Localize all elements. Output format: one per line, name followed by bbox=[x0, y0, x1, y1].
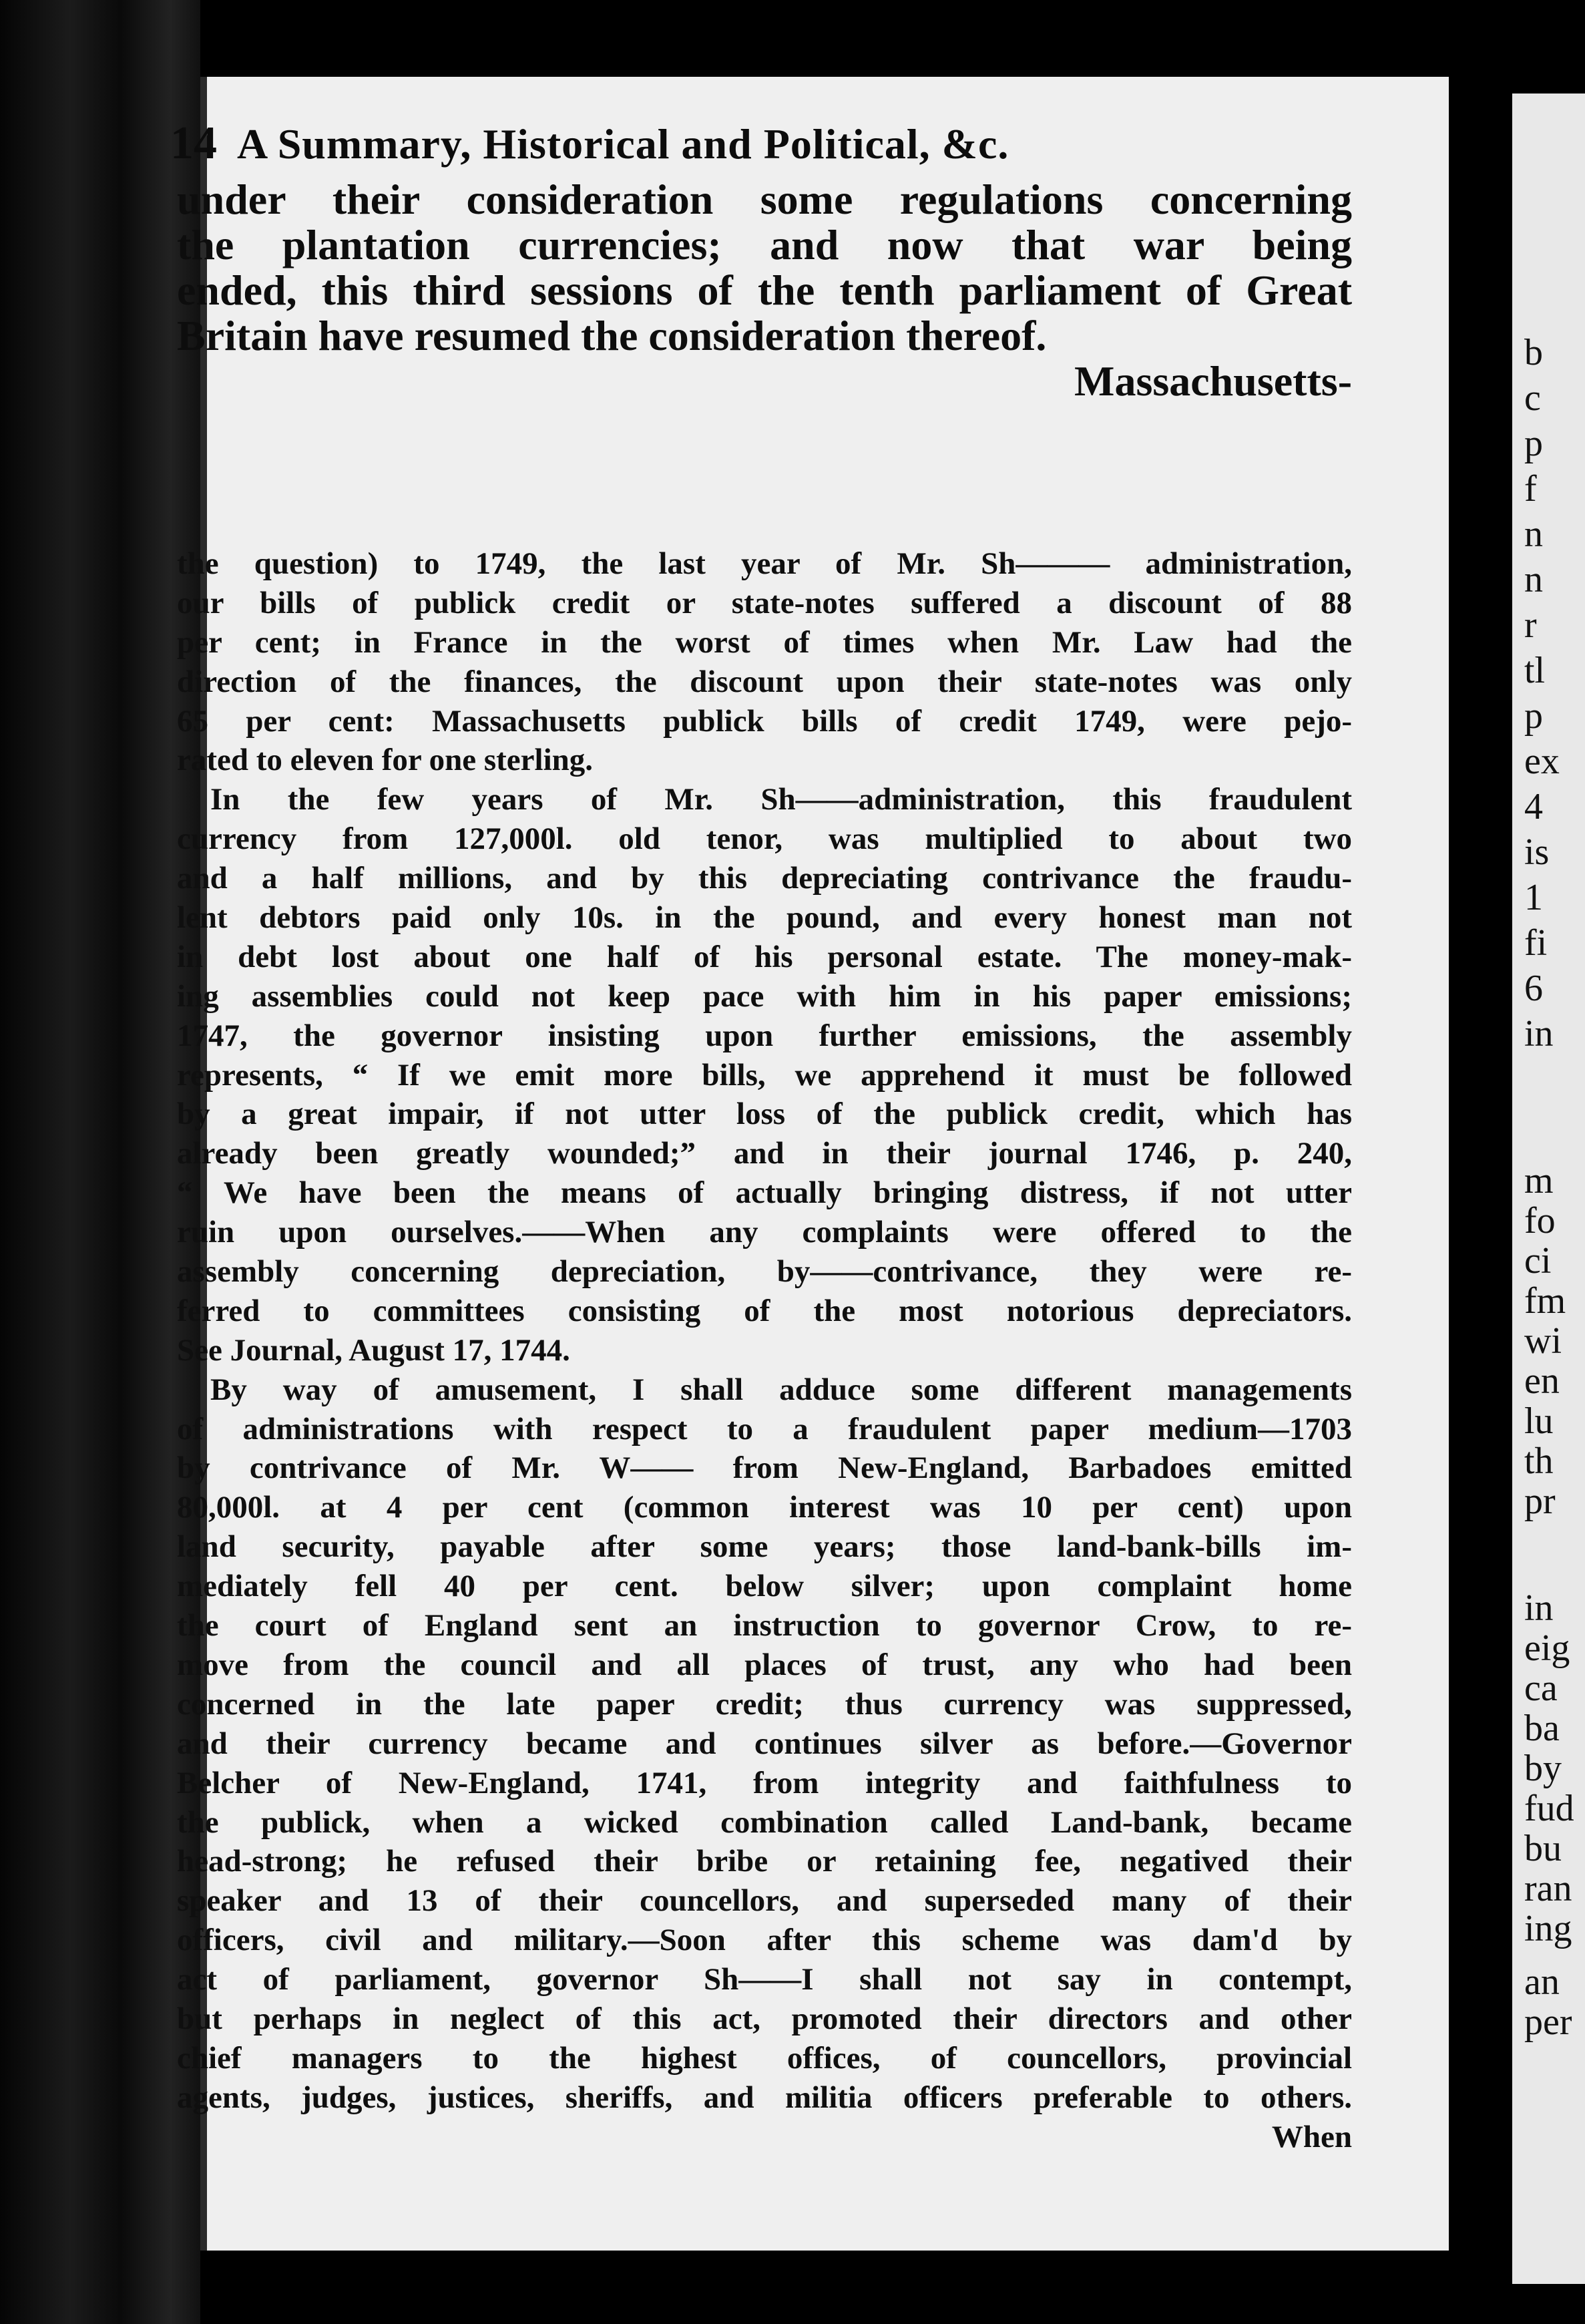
facing-fragment: an bbox=[1524, 1961, 1560, 2003]
facing-fragment: fi bbox=[1524, 922, 1548, 964]
running-head bbox=[170, 117, 1345, 170]
text-line: and a half millions, and by this depreciating contrivance the fraudu- bbox=[177, 861, 1352, 896]
catchword: When bbox=[1271, 2119, 1352, 2154]
facing-fragment: p bbox=[1524, 423, 1543, 464]
facing-fragment: c bbox=[1524, 377, 1541, 419]
text-line: move from the council and all places of trust, any who had been bbox=[177, 1647, 1352, 1682]
facing-fragment: 6 bbox=[1524, 968, 1543, 1009]
facing-fragment: 1 bbox=[1524, 877, 1543, 918]
facing-fragment: en bbox=[1524, 1360, 1560, 1402]
catchword: Massachusetts- bbox=[1074, 357, 1352, 405]
facing-fragment: fo bbox=[1524, 1200, 1556, 1241]
facing-fragment: p bbox=[1524, 695, 1543, 737]
text-line: ing assemblies could not keep pace with him in his paper emissions; bbox=[177, 978, 1352, 1014]
facing-fragment: ci bbox=[1524, 1240, 1552, 1282]
text-line: officers, civil and military.—Soon after this scheme was dam'd by bbox=[177, 1923, 1352, 1958]
text-line: land security, payable after some years; those land-bank-bills im- bbox=[177, 1529, 1352, 1565]
facing-fragment: tl bbox=[1524, 650, 1546, 691]
text-line: but perhaps in neglect of this act, promoted their directors and other bbox=[177, 2001, 1352, 2036]
text-line: “ We have been the means of actually bringing distress, if not utter bbox=[177, 1175, 1352, 1211]
facing-page-edge bbox=[1512, 93, 1585, 2284]
text-line: By way of amusement, I shall adduce some different managements bbox=[210, 1372, 1352, 1407]
text-line: head-strong; he refused their bribe or retaining fee, negatived their bbox=[177, 1844, 1352, 1879]
facing-fragment: lu bbox=[1524, 1400, 1554, 1442]
facing-fragment: ran bbox=[1524, 1868, 1572, 1909]
facing-fragment: b bbox=[1524, 332, 1543, 373]
facing-fragment: fud bbox=[1524, 1788, 1574, 1829]
text-line: the question) to 1749, the last year of Mr. Sh——— administration, bbox=[177, 546, 1352, 581]
text-line: act of parliament, governor Sh——I shall not say in contempt, bbox=[177, 1962, 1352, 1997]
text-line: assembly concerning depreciation, by——contrivance, they were re- bbox=[177, 1254, 1352, 1290]
page-number: 14 bbox=[170, 118, 217, 169]
text-line: and their currency became and continues silver as before.—Governor bbox=[177, 1726, 1352, 1761]
text-line: in debt lost about one half of his personal estate. The money-mak- bbox=[177, 939, 1352, 974]
facing-fragment: by bbox=[1524, 1748, 1562, 1789]
facing-fragment: m bbox=[1524, 1160, 1554, 1201]
intro-paragraph bbox=[177, 177, 1352, 404]
text-line: currency from 127,000l. old tenor, was multiplied to about two bbox=[177, 821, 1352, 857]
running-title: A Summary, Historical and Political, &c. bbox=[237, 120, 1009, 168]
facing-fragment: ing bbox=[1524, 1908, 1572, 1949]
text-line: agents, judges, justices, sheriffs, and militia officers preferable to others. bbox=[177, 2080, 1352, 2115]
text-line: Belcher of New-England, 1741, from integrity and faithfulness to bbox=[177, 1765, 1352, 1800]
facing-fragment: n bbox=[1524, 514, 1543, 555]
text-line: chief managers to the highest offices, of councellors, provincial bbox=[177, 2040, 1352, 2076]
text-line: of administrations with respect to a fraudulent paper medium—1703 bbox=[177, 1411, 1352, 1446]
facing-fragment: eig bbox=[1524, 1627, 1570, 1669]
text-line: our bills of publick credit or state-notes suffered a discount of 88 bbox=[177, 585, 1352, 620]
facing-fragment: fm bbox=[1524, 1280, 1566, 1322]
text-line: the publick, when a wicked combination called Land-bank, became bbox=[177, 1804, 1352, 1840]
text-line: ruin upon ourselves.——When any complaints were offered to the bbox=[177, 1215, 1352, 1250]
text-line: by contrivance of Mr. W—— from New-England, Barbadoes emitted bbox=[177, 1450, 1352, 1486]
text-line: represents, “ If we emit more bills, we apprehend it must be followed bbox=[177, 1057, 1352, 1093]
facing-fragment: in bbox=[1524, 1013, 1554, 1054]
text-line: the court of England sent an instruction to governor Crow, to re- bbox=[177, 1608, 1352, 1643]
facing-fragment: pr bbox=[1524, 1481, 1556, 1522]
text-line: already been greatly wounded;” and in their journal 1746, p. 240, bbox=[177, 1136, 1352, 1171]
facing-fragment: ba bbox=[1524, 1708, 1560, 1749]
facing-fragment: ca bbox=[1524, 1668, 1558, 1709]
footnote-text bbox=[177, 544, 1352, 2157]
facing-fragment: is bbox=[1524, 831, 1550, 873]
facing-fragment: ex bbox=[1524, 741, 1560, 782]
text-line: 1747, the governor insisting upon further emissions, the assembly bbox=[177, 1018, 1352, 1053]
facing-fragment: r bbox=[1524, 604, 1537, 646]
text-line: by a great impair, if not utter loss of the publick credit, which has bbox=[177, 1097, 1352, 1132]
text-line: ended, this third sessions of the tenth parliament of Great bbox=[177, 266, 1352, 314]
book-binding-shadow bbox=[0, 0, 200, 2324]
text-line: 80,000l. at 4 per cent (common interest was 10 per cent) upon bbox=[177, 1490, 1352, 1525]
text-line: Britain have resumed the consideration thereof. bbox=[177, 312, 1047, 359]
text-line: under their consideration some regulations concerning bbox=[177, 176, 1352, 223]
text-line: In the few years of Mr. Sh——administration, this fraudulent bbox=[210, 782, 1352, 817]
facing-fragment: per bbox=[1524, 2001, 1572, 2043]
text-line: concerned in the late paper credit; thus currency was suppressed, bbox=[177, 1686, 1352, 1722]
text-line: 65 per cent: Massachusetts publick bills of credit 1749, were pejo- bbox=[177, 703, 1352, 739]
facing-fragment: bu bbox=[1524, 1828, 1562, 1869]
text-line: rated to eleven for one sterling. bbox=[177, 743, 594, 778]
text-line: lent debtors paid only 10s. in the pound, and every honest man not bbox=[177, 900, 1352, 936]
text-line: ferred to committees consisting of the most notorious depreciators. bbox=[177, 1293, 1352, 1328]
text-line: direction of the finances, the discount upon their state-notes was only bbox=[177, 664, 1352, 699]
text-line: mediately fell 40 per cent. below silver; upon complaint home bbox=[177, 1569, 1352, 1604]
text-line: the plantation currencies; and now that war being bbox=[177, 221, 1352, 268]
text-line: speaker and 13 of their councellors, and superseded many of their bbox=[177, 1883, 1352, 1919]
facing-fragment: 4 bbox=[1524, 786, 1543, 827]
facing-fragment: f bbox=[1524, 468, 1537, 510]
facing-fragment: in bbox=[1524, 1587, 1554, 1629]
text-line: See Journal, August 17, 1744. bbox=[177, 1332, 570, 1368]
text-line: per cent; in France in the worst of times when Mr. Law had the bbox=[177, 624, 1352, 660]
facing-fragment: wi bbox=[1524, 1320, 1562, 1362]
facing-fragment: n bbox=[1524, 559, 1543, 600]
facing-fragment: th bbox=[1524, 1440, 1554, 1482]
